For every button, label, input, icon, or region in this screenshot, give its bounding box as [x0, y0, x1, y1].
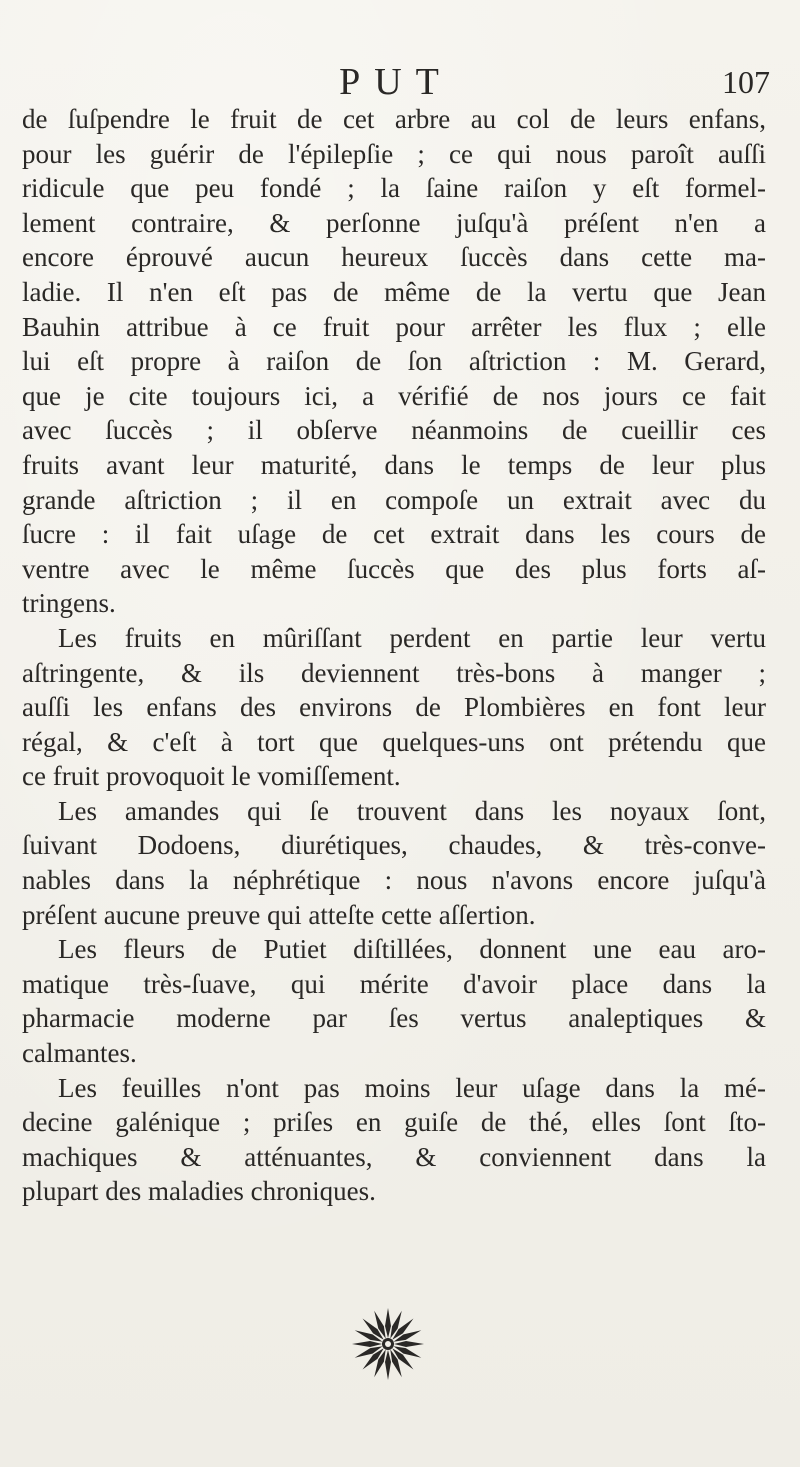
- text-line: encore éprouvé aucun heureux ſuccès dans cette ma-: [22, 242, 766, 273]
- text-line: nables dans la néphrétique : nous n'avons encore juſqu'à: [22, 865, 766, 896]
- text-line: pharmacie moderne par ſes vertus analeptiques &: [22, 1003, 766, 1034]
- text-line: ventre avec le même ſuccès que des plus forts aſ-: [22, 553, 766, 584]
- text-line: Les feuilles n'ont pas moins leur uſage dans la mé-: [58, 1072, 766, 1103]
- text-line: plupart des maladies chroniques.: [22, 1176, 376, 1207]
- text-line: ridicule que peu fondé ; la ſaine raiſon y eſt formel-: [22, 173, 766, 204]
- text-line: ſuivant Dodoens, diurétiques, chaudes, & très-conve-: [22, 830, 766, 861]
- text-line: decine galénique ; priſes en guiſe de thé, elles ſont ſto-: [22, 1107, 766, 1138]
- text-line: Bauhin attribue à ce fruit pour arrêter les flux ; elle: [22, 311, 766, 342]
- text-line: que je cite toujours ici, a vérifié de nos jours ce fait: [22, 380, 766, 411]
- text-line: régal, & c'eſt à tort que quelques-uns ont prétendu que: [22, 726, 766, 757]
- text-line: auſſi les enfans des environs de Plombières en font leur: [22, 692, 766, 723]
- page-header: [22, 58, 770, 106]
- text-line: pour les guérir de l'épilepſie ; ce qui nous paroît auſſi: [22, 138, 766, 169]
- text-line: ladie. Il n'en eſt pas de même de la vertu que Jean: [22, 276, 766, 307]
- text-line: fruits avant leur maturité, dans le temps de leur plus: [22, 449, 766, 480]
- text-line: ce fruit provoquoit le vomiſſement.: [22, 761, 401, 792]
- text-line: avec ſuccès ; il obſerve néanmoins de cueillir ces: [22, 415, 766, 446]
- text-line: Les fruits en mûriſſant perdent en partie leur vertu: [58, 622, 766, 653]
- text-line: matique très-ſuave, qui mérite d'avoir place dans la: [22, 968, 766, 999]
- text-line: lui eſt propre à raiſon de ſon aſtriction : M. Gerard,: [22, 346, 766, 377]
- text-line: lement contraire, & perſonne juſqu'à préſent n'en a: [22, 207, 766, 238]
- body-text: [22, 102, 766, 1209]
- text-line: de ſuſpendre le fruit de cet arbre au col de leurs enfans,: [22, 104, 766, 134]
- text-line: ſucre : il fait uſage de cet extrait dans les cours de: [22, 519, 766, 550]
- text-line: tringens.: [22, 588, 116, 619]
- text-line: aſtringente, & ils deviennent très-bons à manger ;: [22, 657, 766, 688]
- flower-ornament-icon: [348, 1304, 428, 1384]
- text-line: Les amandes qui ſe trouvent dans les noyaux ſont,: [58, 795, 766, 826]
- text-line: préſent aucune preuve qui atteſte cette aſſertion.: [22, 899, 536, 930]
- text-line: machiques & atténuantes, & conviennent dans la: [22, 1141, 766, 1172]
- text-line: Les fleurs de Putiet diſtillées, donnent une eau aro-: [58, 934, 766, 965]
- page-number: 107: [722, 64, 770, 100]
- text-line: grande aſtriction ; il en compoſe un extrait avec du: [22, 484, 766, 515]
- running-title: PUT: [339, 61, 453, 103]
- text-line: calmantes.: [22, 1038, 137, 1069]
